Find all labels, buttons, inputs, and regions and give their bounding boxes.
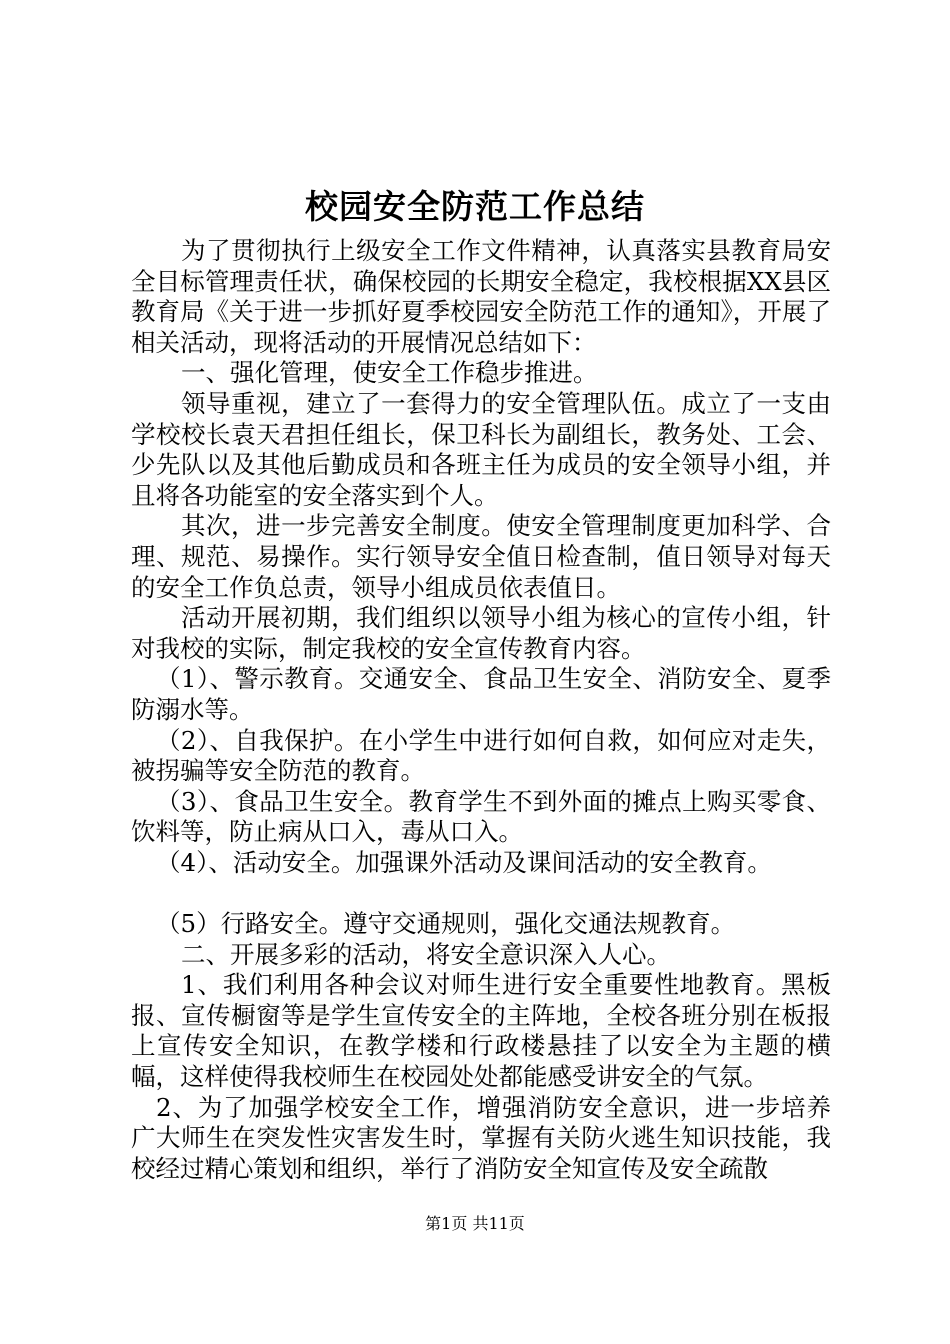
paragraph-fire-safety: 2、为了加强学校安全工作，增强消防安全意识，进一步培养广大师生在突发性灾害发生时，掌握有关防火逃生知识技能，我校经过精心策划和组织，举行了消防安全知宣传及安全疏散: [131, 1092, 831, 1183]
document-body: [131, 236, 831, 1184]
page-footer: 第1页 共11页: [425, 1214, 525, 1233]
paragraph-intro: 为了贯彻执行上级安全工作文件精神，认真落实县教育局安全目标管理责任状，确保校园的长期安全稳定，我校根据XX县区教育局《关于进一步抓好夏季校园安全防范工作的通知》，开展了相关活动，现将活动的开展情况总结如下：: [131, 236, 831, 357]
section-heading-1: 一、强化管理，使安全工作稳步推进。: [181, 358, 598, 388]
list-item-activity-safety: （4）、活动安全。加强课外活动及课间活动的安全教育。: [156, 847, 772, 877]
paragraph-leadership: 领导重视，建立了一套得力的安全管理队伍。成立了一支由学校校长袁天君担任组长，保卫科长为副组长，教务处、工会、少先队以及其他后勤成员和各班主任为成员的安全领导小组，并且将各功能室的安全落实到个人。: [131, 388, 831, 510]
paragraph-meetings: 1、我们利用各种会议对师生进行安全重要性地教育。黑板报、宣传橱窗等是学生宣传安全的主阵地，全校各班分别在板报上宣传安全知识，在教学楼和行政楼悬挂了以安全为主题的横幅，这样使得我校师生在校园处处都能感受讲安全的气氛。: [131, 970, 831, 1092]
list-item-food-safety: （3）、食品卫生安全。教育学生不到外面的摊点上购买零食、饮料等，防止病从口入，毒从口入。: [131, 786, 831, 847]
list-item-road-safety: （5）行路安全。遵守交通规则，强化交通法规教育。: [156, 909, 736, 939]
list-item-warning-education: （1）、警示教育。交通安全、食品卫生安全、消防安全、夏季防溺水等。: [131, 664, 831, 724]
paragraph-safety-system: 其次，进一步完善安全制度。使安全管理制度更加科学、合理、规范、易操作。实行领导安全值日检查制，值日领导对每天的安全工作负总责，领导小组成员依表值日。: [131, 511, 831, 602]
blank-line: [131, 878, 831, 909]
document-title: 校园安全防范工作总结: [305, 187, 645, 226]
paragraph-publicity-group: 活动开展初期，我们组织以领导小组为核心的宣传小组，针对我校的实际，制定我校的安全宣传教育内容。: [131, 603, 831, 663]
list-item-self-protection: （2）、自我保护。在小学生中进行如何自救，如何应对走失，被拐骗等安全防范的教育。: [131, 725, 831, 786]
section-heading-2: 二、开展多彩的活动，将安全意识深入人心。: [181, 939, 671, 969]
